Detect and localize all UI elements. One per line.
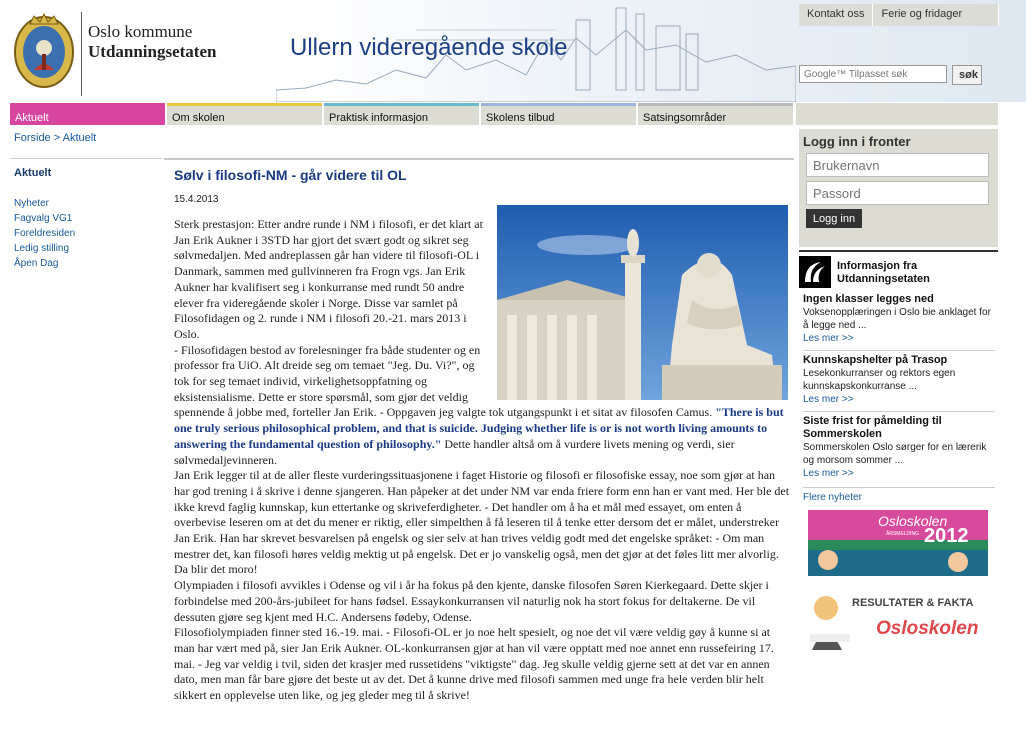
nav-satsingsomrader[interactable]: Satsingsområder: [638, 103, 793, 125]
nav-aktuelt[interactable]: Aktuelt: [10, 103, 165, 125]
holidays-link[interactable]: Ferie og fridager: [873, 4, 999, 26]
osloskolen-2012-banner[interactable]: [808, 510, 988, 576]
main-nav: [10, 103, 796, 125]
nav-filler: [796, 103, 998, 125]
contact-link[interactable]: Kontakt oss: [799, 4, 873, 26]
news-text: Sommerskolen Oslo sørger for en lærerik og morsom sommer ...: [803, 442, 987, 466]
nav-skolens-tilbud[interactable]: Skolens tilbud: [481, 103, 636, 125]
article-title: Sølv i filosofi-NM - går videre til OL: [174, 167, 407, 183]
info-title: [837, 260, 930, 286]
banner1-subtitle: ÅRSMELDING: [886, 531, 920, 537]
left-sidebar-title: Aktuelt: [14, 167, 52, 179]
article-paragraph-5: Filosofiolympiaden finner sted 16.-19. mai. - Filosofi-OL er jo noe helt spesielt, og noe det vil være veldig gøy å kunne si at man har vært med på, sier Jan Erik Aukner. OL-konkurransen gjør at han vil være opptatt med noe annet enn russefeiring 17. mai. - Jeg var veldig i tvil, siden det krasjer med russetidens "viktigste" dag. Jeg skulle veldig gjerne sett at det var en annen dato, men man får bare gjøre det beste ut av det. Det å kunne drive med filosofi sammen med unge fra hele verden blir helt sikkert en opplevelse uten like, og jeg gleder meg til å skrive!: [174, 625, 774, 703]
search-button[interactable]: søk: [952, 65, 982, 85]
news-item: [803, 415, 995, 480]
username-field[interactable]: [806, 153, 989, 177]
article-paragraph-3: Jan Erik legger til at de aller fleste vurderingssituasjonene i faget Historie og filosofi er filosofiske essay, noe som gjør at han har god trening i å skrive i denne sjangeren. Han påpeker at det under NM var enda friere form enn han er vant med. Her ble det ikke krevd faglig kunnskap, kun ettertanke og skriveferdigheter. - Det handler om å ha et mål med essayet, om enten å overbevise leseren om at det du mener er riktig, eller simpelthen å få leseren til å tenke etter dersom det er målet, understreker Jan Erik. Han har skrevet besvarelsen på engelsk og sier selv at han trives veldig godt med det engelske språket: - Om man mestrer det, kan filosofi høres veldig mektig ut på engelsk. Det er jo vanskelig også, men det gjør at det føles litt mer alvorlig. Da blir det moro!: [174, 468, 790, 577]
news-divider: [803, 411, 995, 412]
article-paragraph-1: Sterk prestasjon: Etter andre runde i NM i filosofi, er det klart at Jan Erik Aukner i 3STD har gjort det svært godt og sikret seg sølvmedaljen. Med andreplassen går han videre til filosofi-OL i Danmark, sammen med gullvinneren fra Frogn vgs. Jan Erik Aukner har kvalifisert seg i konkurranse med rundt 50 andre elever fra videregående skoler i Norge. Disse var samlet på Filosofidagen og 2. runde i NM i filosofi 20.-21. mars 2013 i Oslo.: [174, 217, 483, 341]
camus-quote: "There is but one truly serious philosophical problem, and that is suicide. Judging whether life is or is not worth living amounts to answering the fundamental question of philosophy.": [174, 405, 784, 451]
more-news-link[interactable]: Flere nyheter: [803, 492, 862, 503]
philosopher-statue-image: [497, 205, 788, 400]
news-read-more[interactable]: Les mer >>: [803, 394, 854, 405]
org-name-line1: Oslo kommune: [88, 22, 193, 41]
banner1-title: Osloskolen: [878, 513, 948, 529]
article-body: [174, 217, 792, 704]
left-sidebar-list: [14, 196, 75, 271]
left-divider: [10, 158, 162, 159]
main-divider: [164, 158, 794, 160]
left-item-apen-dag[interactable]: Åpen Dag: [14, 258, 59, 269]
article-paragraph-2a: - Filosofidagen bestod av forelesninger fra både studenter og en professor fra UiO. Alt dreide seg om temaet "Jeg. Du. Vi?", og tok for seg temaet individ, virkelighetsoppfatning og eksistensialisme. Dette er store spørsmål, som gjør det veldig spennende å jobbe med, forteller Jan Erik. - Oppgaven jeg valgte tok utgangspunkt i et sitat av filosofen Camus.: [174, 342, 716, 420]
search-bar: [799, 65, 986, 85]
info-title-line1: Informasjon fra: [837, 260, 918, 272]
news-heading[interactable]: Ingen klasser legges ned: [803, 293, 934, 305]
left-item-fagvalg[interactable]: Fagvalg VG1: [14, 213, 73, 224]
oslo-kommune-logo[interactable]: [12, 8, 217, 98]
school-title[interactable]: Ullern videregående skole: [290, 34, 568, 61]
nav-om-skolen[interactable]: Om skolen: [167, 103, 322, 125]
left-item-ledig-stilling[interactable]: Ledig stilling: [14, 243, 70, 254]
oslo-crest-icon: [12, 10, 76, 90]
logo-divider: [81, 12, 82, 96]
news-heading[interactable]: Kunnskapshelter på Trasop: [803, 354, 948, 366]
password-field[interactable]: [806, 181, 989, 205]
login-button[interactable]: Logg inn: [806, 209, 862, 228]
left-item-foreldresiden[interactable]: Foreldresiden: [14, 228, 76, 239]
news-divider: [803, 487, 995, 488]
info-header: [799, 250, 998, 292]
news-item: [803, 354, 995, 406]
article-paragraph-2b: Dette handler altså om å vurdere livets mening og verdi, sier sølvmedaljevinneren.: [174, 436, 735, 467]
news-item: [803, 293, 995, 345]
breadcrumb[interactable]: Forside > Aktuelt: [14, 132, 97, 144]
nav-praktisk-informasjon[interactable]: Praktisk informasjon: [324, 103, 479, 125]
news-divider: [803, 350, 995, 351]
utdanningsetaten-logo-icon: [799, 256, 831, 288]
news-text: Voksenopplæringen i Oslo bie anklaget for å legge ned ...: [803, 307, 991, 331]
article-date: 15.4.2013: [174, 194, 219, 205]
banner2-brand: Osloskolen: [876, 618, 979, 639]
left-item-nyheter[interactable]: Nyheter: [14, 198, 50, 209]
login-panel: [799, 129, 998, 247]
banner2-title: RESULTATER & FAKTA: [852, 597, 974, 609]
site-header: [0, 0, 1026, 102]
org-name-line2: Utdanningsetaten: [88, 42, 217, 61]
article-paragraph-4: Olympiaden i filosofi avvikles i Odense og vil i år ha fokus på den kjente, danske filosofen Søren Kierkegaard. Dette skjer i forbindelse med 200-års-jubileet for hans fødsel. Essaykonkurransen vil naturlig nok ha stort fokus for deltakerne. De vil dessuten gjøre seg kjent med H.C. Andersens fødeby, Odense.: [174, 578, 769, 624]
news-text: Lesekonkurranser og rektors egen kunnskapskonkurranse ...: [803, 368, 956, 392]
news-read-more[interactable]: Les mer >>: [803, 333, 854, 344]
top-links: [799, 4, 999, 24]
news-read-more[interactable]: Les mer >>: [803, 468, 854, 479]
info-title-line2: Utdanningsetaten: [837, 273, 930, 285]
resultater-fakta-banner[interactable]: [808, 584, 988, 650]
banner1-year: 2012: [924, 525, 969, 547]
search-input[interactable]: [799, 65, 947, 83]
news-heading[interactable]: Siste frist for påmelding til Sommerskolen: [803, 415, 942, 440]
login-title: Logg inn i fronter: [803, 134, 911, 149]
